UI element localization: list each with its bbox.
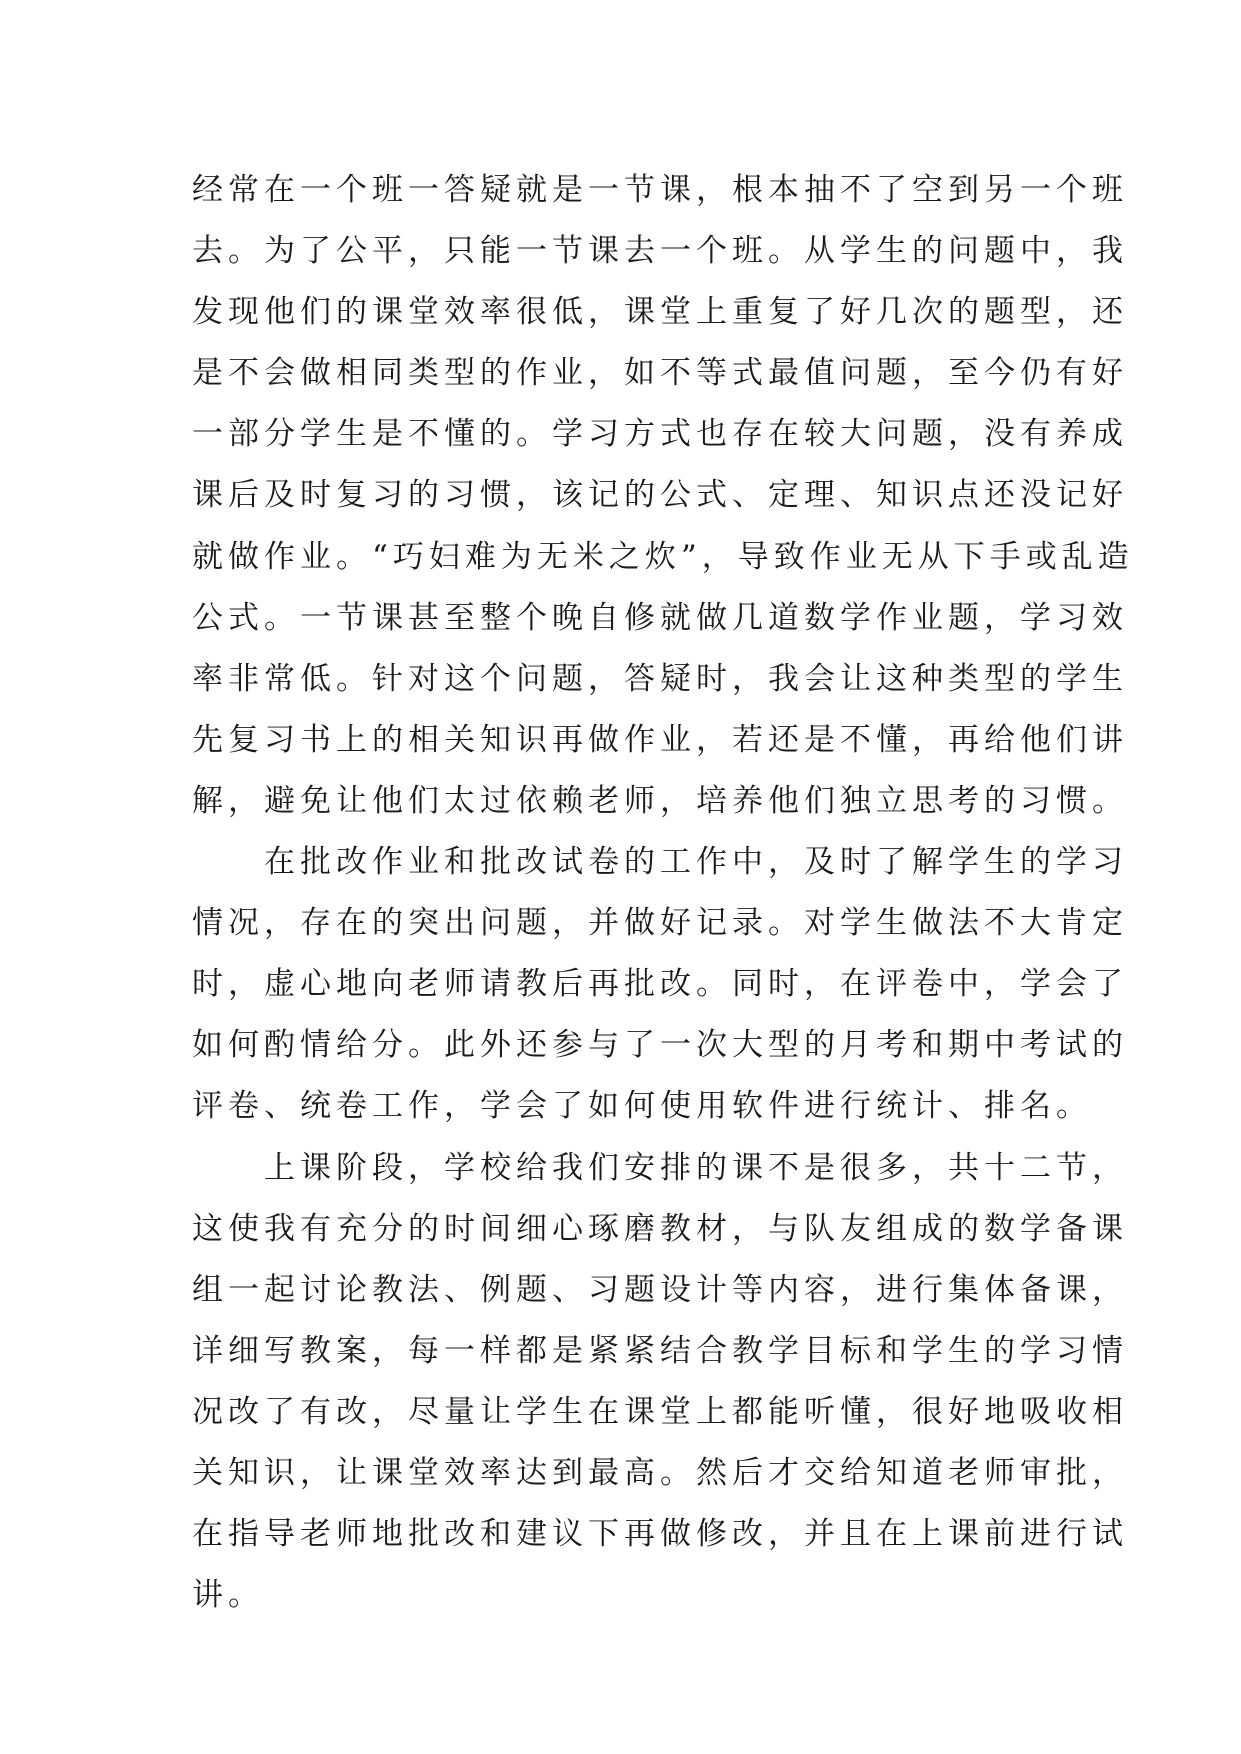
document-body-text (192, 160, 1134, 1626)
text-line: 一部分学生是不懂的。学习方式也存在较大问题，没有养成 (192, 416, 1128, 453)
text-line: 经常在一个班一答疑就是一节课，根本抽不了空到另一个班 (192, 172, 1128, 208)
text-line: 去。为了公平，只能一节课去一个班。从学生的问题中，我 (192, 233, 1128, 270)
paragraph-start-line: 在批改作业和批改试卷的工作中，及时了解学生的学习 (192, 844, 1128, 881)
text-line: 如何酌情给分。此外还参与了一次大型的月考和期中考试的 (192, 1027, 1128, 1064)
text-line: 详细写教案，每一样都是紧紧结合教学目标和学生的学习情 (192, 1332, 1128, 1369)
text-line: 发现他们的课堂效率很低，课堂上重复了好几次的题型，还 (192, 294, 1128, 331)
text-line: 先复习书上的相关知识再做作业，若还是不懂，再给他们讲 (192, 721, 1128, 758)
paragraph-start-line: 上课阶段，学校给我们安排的课不是很多，共十二节， (192, 1149, 1128, 1186)
text-line: 评卷、统卷工作，学会了如何使用软件进行统计、排名。 (192, 1088, 1092, 1125)
text-line: 公式。一节课甚至整个晚自修就做几道数学作业题，学习效 (192, 599, 1128, 636)
text-line: 时，虚心地向老师请教后再批改。同时，在评卷中，学会了 (192, 966, 1128, 1003)
text-line: 是不会做相同类型的作业，如不等式最值问题，至今仍有好 (192, 355, 1128, 392)
text-line: 关知识，让课堂效率达到最高。然后才交给知道老师审批， (192, 1454, 1128, 1491)
text-line: 这使我有充分的时间细心琢磨教材，与队友组成的数学备课 (192, 1210, 1128, 1247)
text-line: 组一起讨论教法、例题、习题设计等内容，进行集体备课， (192, 1271, 1128, 1308)
text-line: 在指导老师地批改和建议下再做修改，并且在上课前进行试 (192, 1516, 1128, 1553)
text-line: 情况，存在的突出问题，并做好记录。对学生做法不大肯定 (192, 905, 1128, 942)
text-line: 讲。 (192, 1577, 264, 1614)
text-line: 况改了有改，尽量让学生在课堂上都能听懂，很好地吸收相 (192, 1393, 1128, 1430)
text-line: 就做作业。“巧妇难为无米之炊”，导致作业无从下手或乱造 (192, 538, 1134, 575)
text-line: 解，避免让他们太过依赖老师，培养他们独立思考的习惯。 (192, 782, 1128, 819)
text-line: 率非常低。针对这个问题，答疑时，我会让这种类型的学生 (192, 660, 1128, 697)
text-line: 课后及时复习的习惯，该记的公式、定理、知识点还没记好 (192, 477, 1128, 514)
